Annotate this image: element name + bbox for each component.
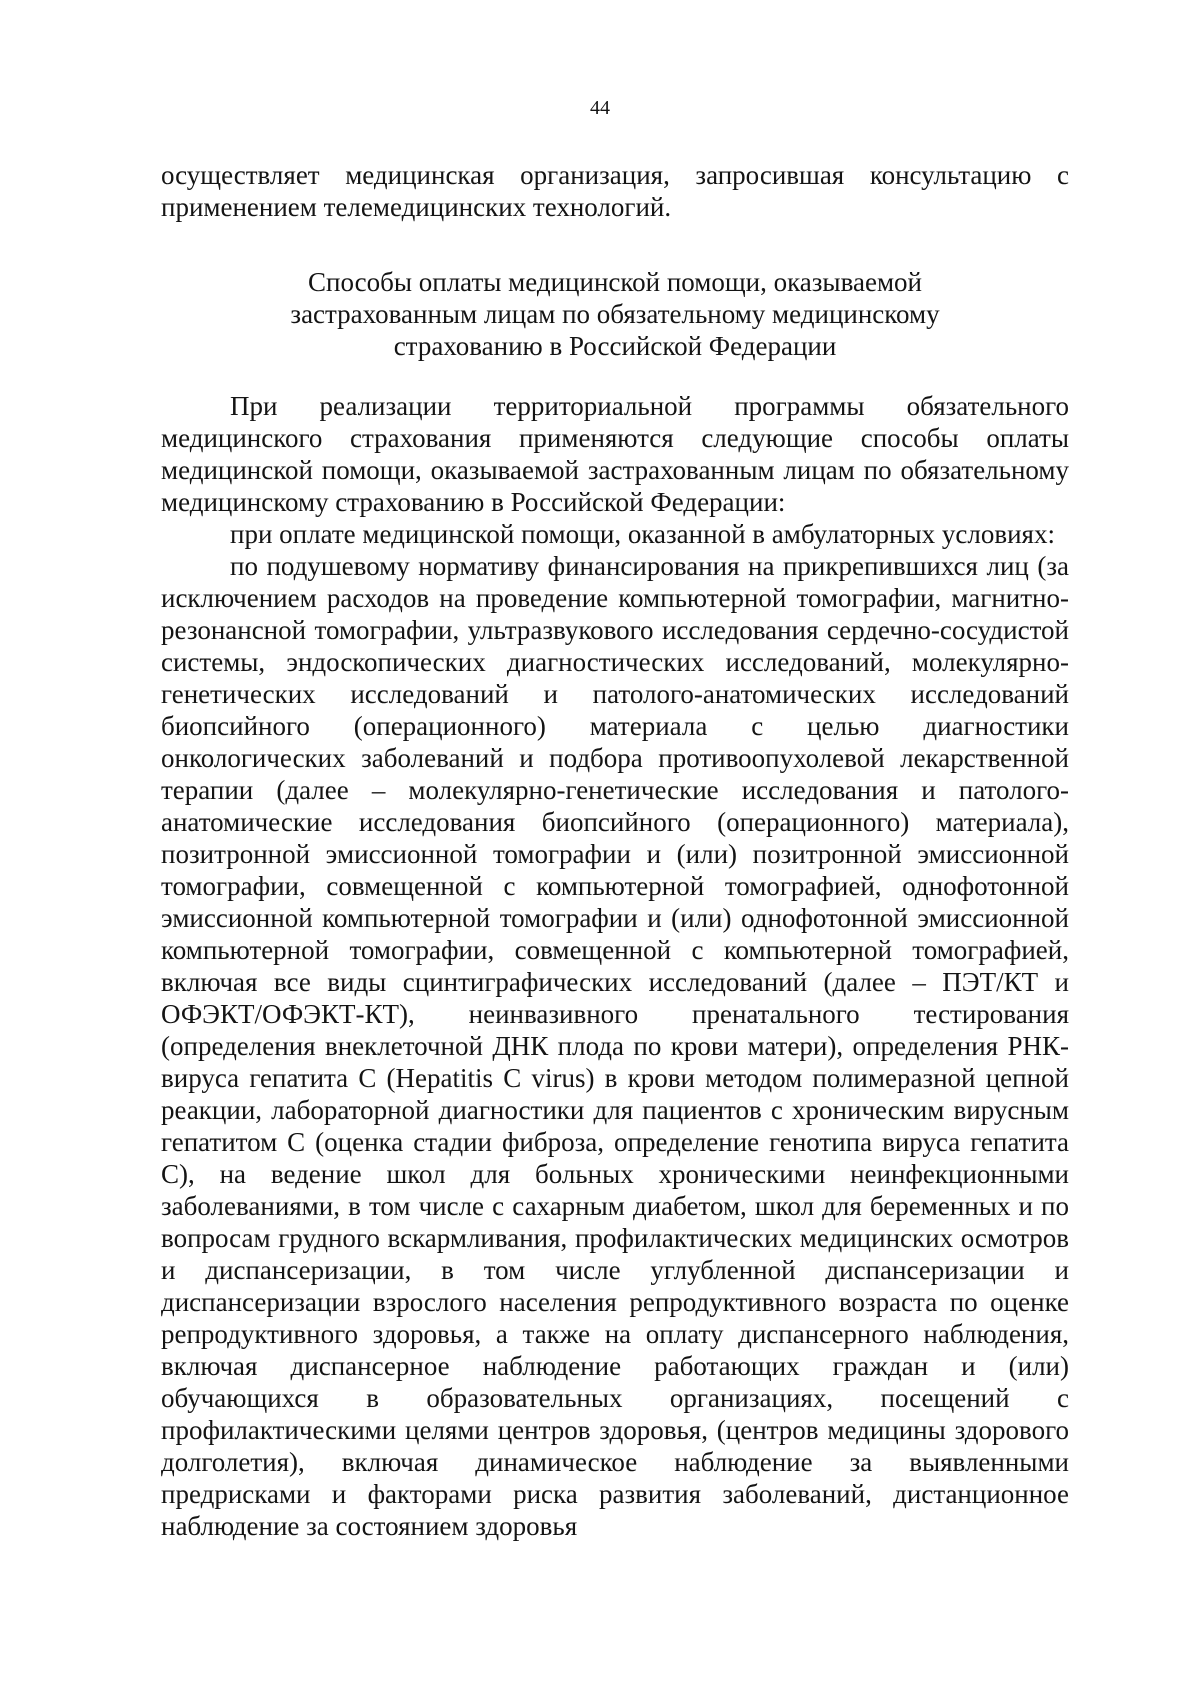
document-body xyxy=(161,159,1069,1542)
section-heading xyxy=(161,266,1069,362)
section-heading-line-2: застрахованным лицам по обязательному медицинскому xyxy=(290,299,940,329)
ambulatory-paragraph: при оплате медицинской помощи, оказанной в амбулаторных условиях: xyxy=(230,519,1055,549)
section-heading-line-1: Способы оплаты медицинской помощи, оказываемой xyxy=(308,267,922,297)
intro-paragraph: При реализации территориальной программы обязательного медицинского страхования применяются следующие способы оплаты медицинской помощи, оказываемой застрахованным лицам по обязательному медицинскому страхованию в Российской Федерации: xyxy=(161,391,1069,517)
page-number: 44 xyxy=(590,97,610,119)
section-heading-line-3: страхованию в Российской Федерации xyxy=(393,331,837,361)
per-capita-paragraph: по подушевому нормативу финансирования на прикрепившихся лиц (за исключением расходов на проведение компьютерной томографии, магнитно-резонансной томографии, ультразвукового исследования сердечно-сосудистой системы, эндоскопических диагностических исследований, молекулярно-генетических исследований и патолого-анатомических исследований биопсийного (операционного) материала с целью диагностики онкологических заболеваний и подбора противоопухолевой лекарственной терапии (далее – молекулярно-генетические исследования и патолого-анатомические исследования биопсийного (операционного) материала), позитронной эмиссионной томографии и (или) позитронной эмиссионной томографии, совмещенной с компьютерной томографией, однофотонной эмиссионной компьютерной томографии и (или) однофотонной эмиссионной компьютерной томографии, совмещенной с компьютерной томографией, включая все виды сцинтиграфических исследований (далее – ПЭТ/КТ и ОФЭКТ/ОФЭКТ-КТ), неинвазивного пренатального тестирования (определения внеклеточной ДНК плода по крови матери), определения РНК-вируса гепатита C (Hepatitis C virus) в крови методом полимеразной цепной реакции, лабораторной диагностики для пациентов с хроническим вирусным гепатитом С (оценка стадии фиброза, определение генотипа вируса гепатита С), на ведение школ для больных хроническими неинфекционными заболеваниями, в том числе с сахарным диабетом, школ для беременных и по вопросам грудного вскармливания, профилактических медицинских осмотров и диспансеризации, в том числе углубленной диспансеризации и диспансеризации взрослого населения репродуктивного возраста по оценке репродуктивного здоровья, а также на оплату диспансерного наблюдения, включая диспансерное наблюдение работающих граждан и (или) обучающихся в образовательных организациях, посещений с профилактическими целями центров здоровья, (центров медицины здорового долголетия), включая динамическое наблюдение за выявленными предрисками и факторами риска развития заболеваний, дистанционное наблюдение за состоянием здоровья xyxy=(161,551,1069,1541)
continuation-paragraph: осуществляет медицинская организация, запросившая консультацию с применением телемедицинских технологий. xyxy=(161,160,1069,222)
